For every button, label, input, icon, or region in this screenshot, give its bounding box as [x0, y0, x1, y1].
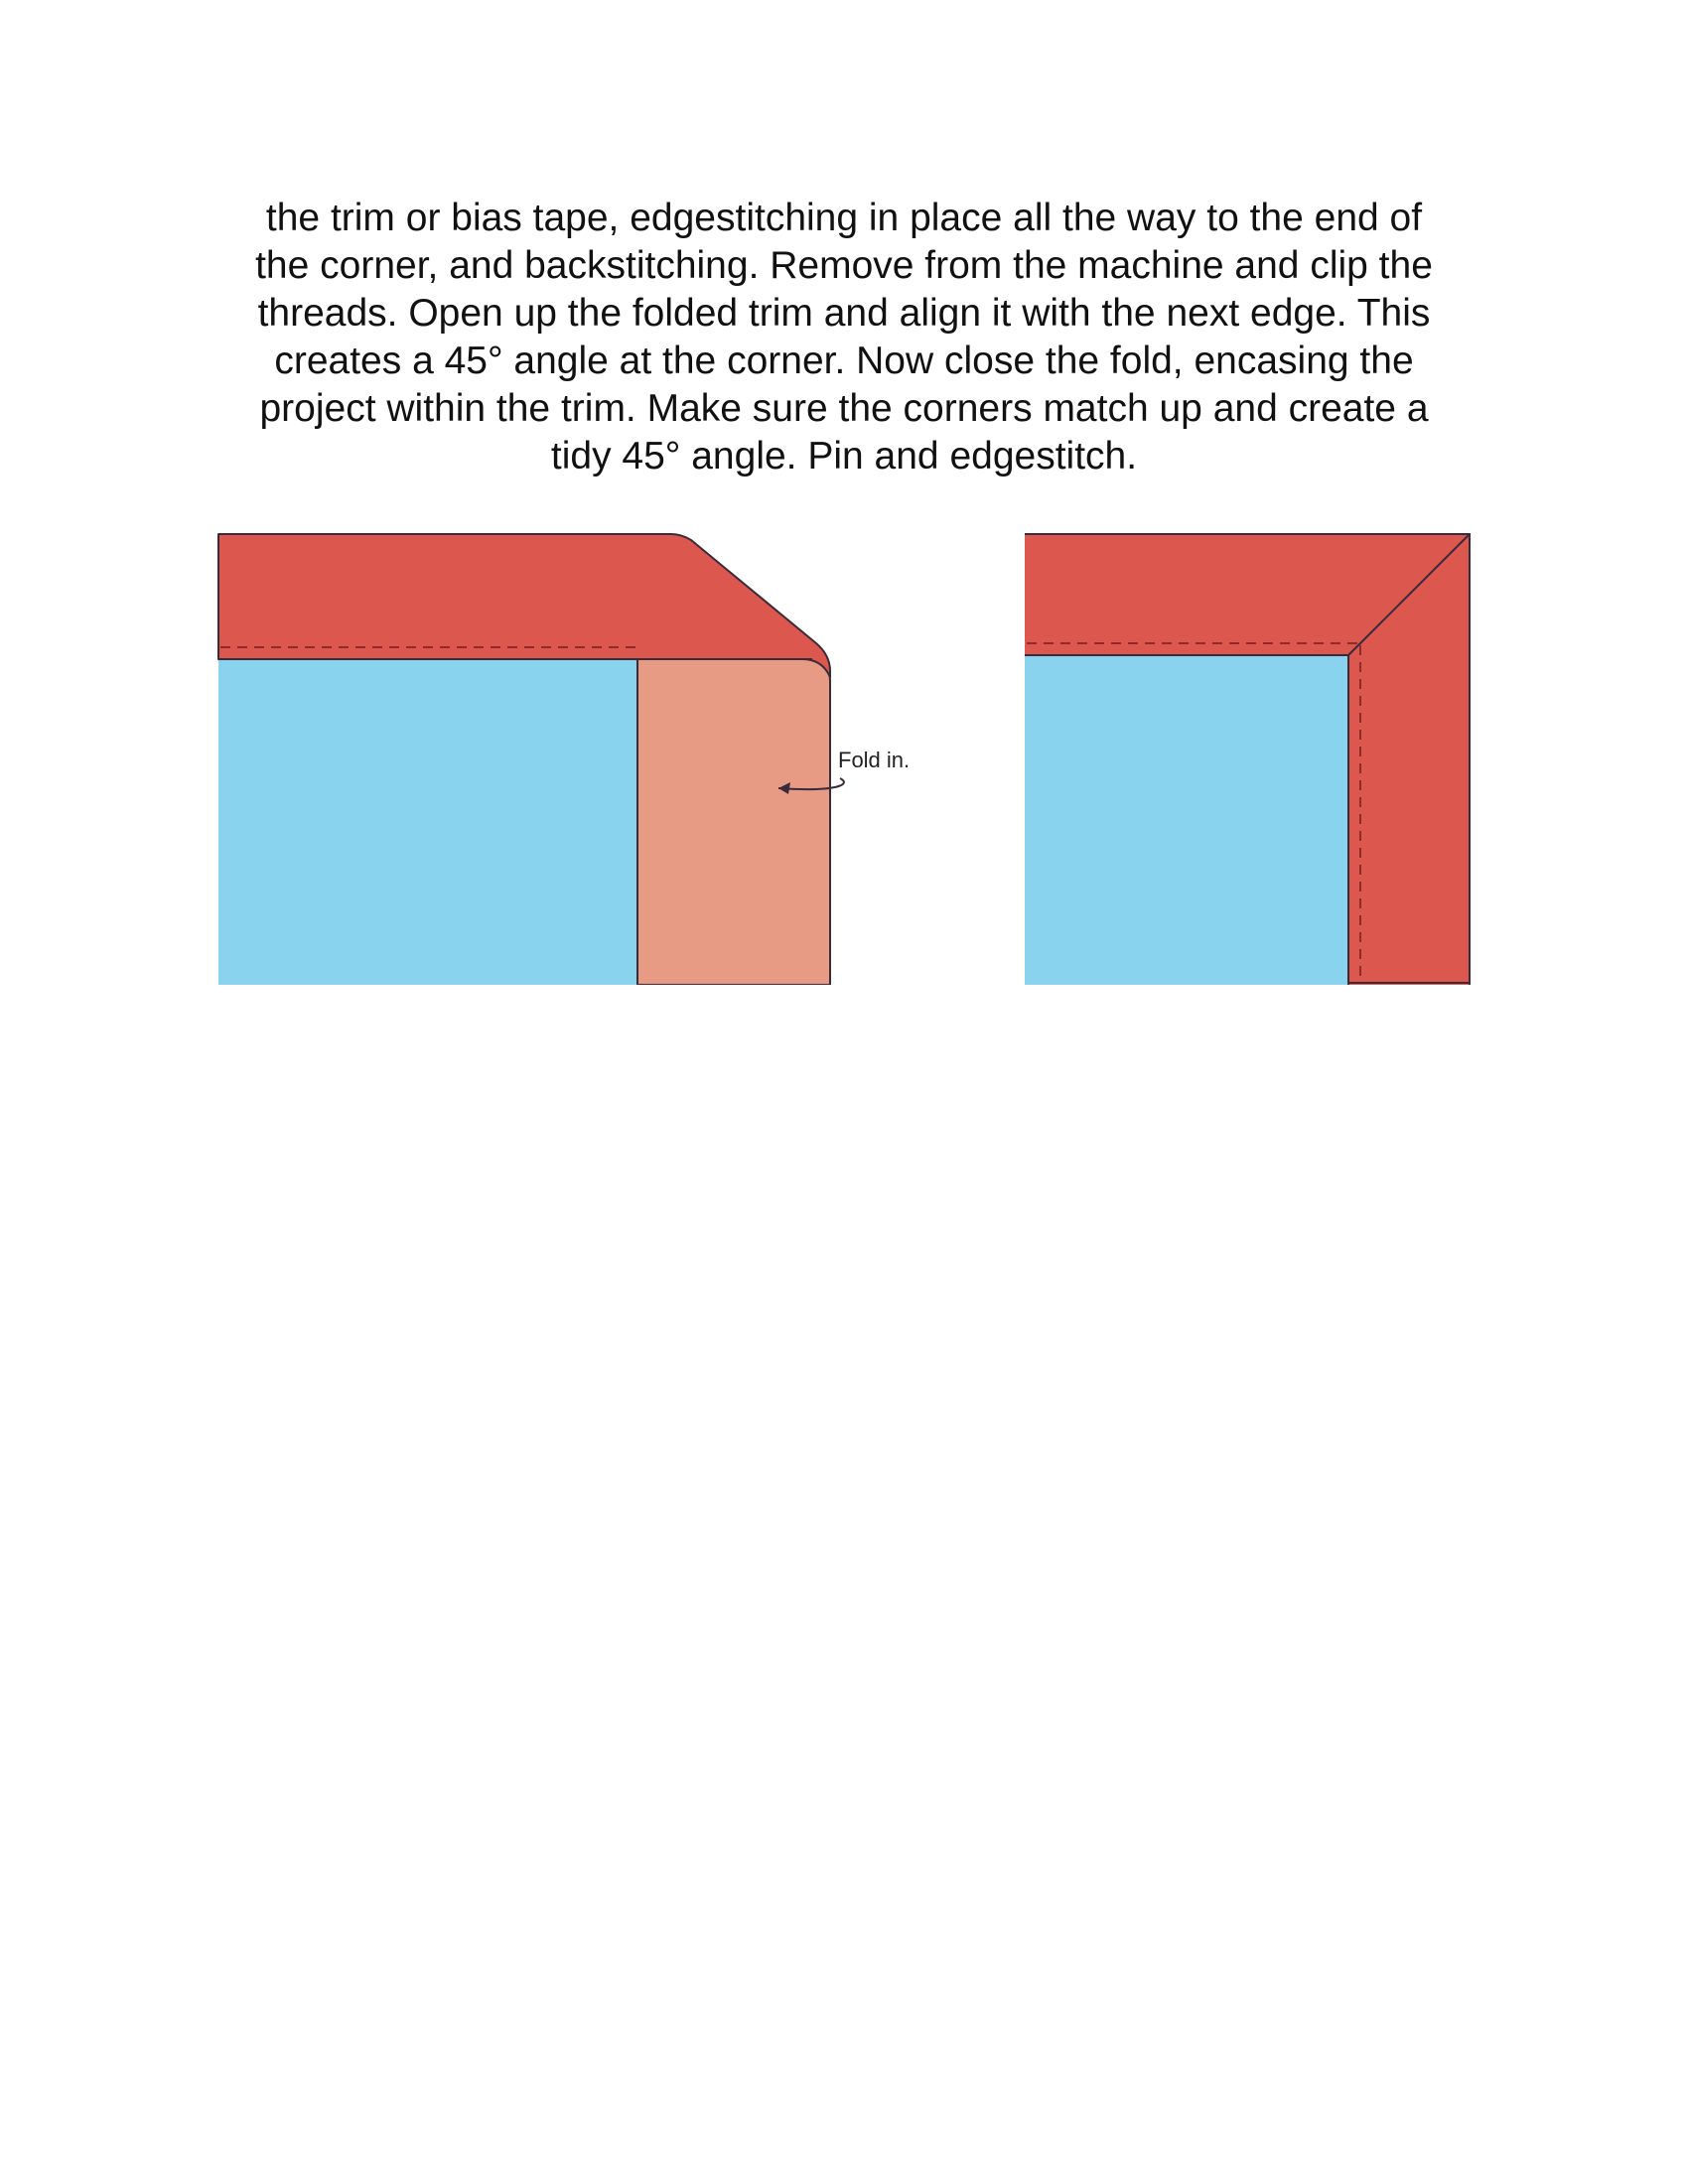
- paragraph-line-5: project within the trim. Make sure the corners match up and create a: [259, 387, 1429, 430]
- project-fabric: [218, 659, 637, 985]
- fold-in-label: Fold in.: [838, 748, 911, 772]
- project-fabric: [1025, 655, 1348, 985]
- paragraph-line-6: tidy 45° angle. Pin and edgestitch.: [550, 435, 1138, 478]
- paragraph-line-4: creates a 45° angle at the corner. Now close the fold, encasing the: [274, 340, 1414, 382]
- fold-step-illustration: [216, 532, 971, 985]
- instruction-paragraph: [199, 195, 1489, 480]
- top-trim-band: [1025, 534, 1470, 655]
- paragraph-line-3: threads. Open up the folded trim and align it with the next edge. This: [257, 292, 1431, 335]
- paragraph-line-2: the corner, and backstitching. Remove from the machine and clip the: [255, 244, 1433, 287]
- finished-corner-illustration: [1023, 532, 1472, 985]
- paragraph-line-1: the trim or bias tape, edgestitching in place all the way to the end of: [265, 197, 1423, 239]
- folded-trim-tab: [637, 659, 830, 985]
- top-trim-band: [218, 534, 830, 677]
